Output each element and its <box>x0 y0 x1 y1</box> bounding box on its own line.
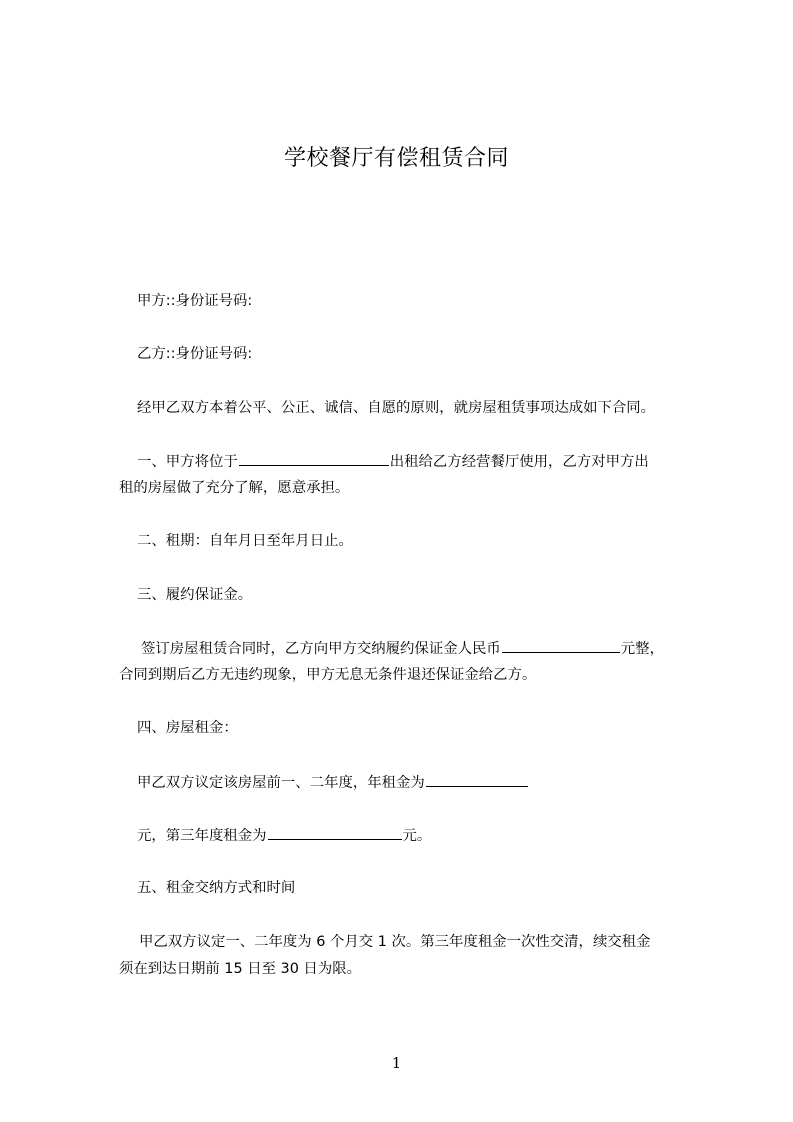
party-b-line: 乙方::身份证号码: <box>137 346 253 362</box>
document-title: 学校餐厅有偿租赁合同 <box>283 146 509 171</box>
clause-1-line-2: 租的房屋做了充分了解，愿意承担。 <box>119 480 350 496</box>
clause-3-line-1 <box>141 638 664 659</box>
clause-4-text-b: 元，第三年度租金为 <box>137 828 267 844</box>
clause-4-text-a: 甲乙双方议定该房屋前一、二年度，年租金为 <box>137 775 425 791</box>
clause-5-line-1: 甲乙双方议定一、二年度为 6 个月交 1 次。第三年度租金一次性交清，续交租金 <box>139 934 651 950</box>
party-a-line: 甲方::身份证号码: <box>137 293 253 309</box>
annual-rent-blank <box>426 772 528 787</box>
clause-4-heading: 四、房屋租金： <box>137 720 238 736</box>
deposit-blank <box>502 638 620 653</box>
clause-2: 二、租期：自年月日至年月日止。 <box>137 533 353 549</box>
location-blank <box>239 451 389 466</box>
clause-5-heading: 五、租金交纳方式和时间 <box>137 880 296 896</box>
clause-3-text-a: 签订房屋租赁合同时，乙方向甲方交纳履约保证金人民币 <box>141 641 501 657</box>
clause-3-line-2: 合同到期后乙方无违约现象，甲方无息无条件退还保证金给乙方。 <box>119 667 537 683</box>
clause-1-text-b: 出租给乙方经营餐厅使用，乙方对甲方出 <box>389 454 649 470</box>
third-year-rent-blank <box>268 825 402 840</box>
clause-4-line-2 <box>137 825 431 846</box>
clause-5-line-2: 须在到达日期前 15 日至 30 日为限。 <box>119 961 361 977</box>
clause-1-line-1 <box>137 451 649 472</box>
clause-4-line-1 <box>137 772 529 793</box>
page-number: 1 <box>391 1054 402 1072</box>
clause-1-text-a: 一、甲方将位于 <box>137 454 238 470</box>
intro-paragraph: 经甲乙双方本着公平、公正、诚信、自愿的原则，就房屋租赁事项达成如下合同。 <box>137 400 656 416</box>
clause-4-text-c: 元。 <box>402 828 432 844</box>
clause-3-text-b: 元整， <box>620 641 664 657</box>
clause-3-heading: 三、履约保证金。 <box>137 587 253 603</box>
